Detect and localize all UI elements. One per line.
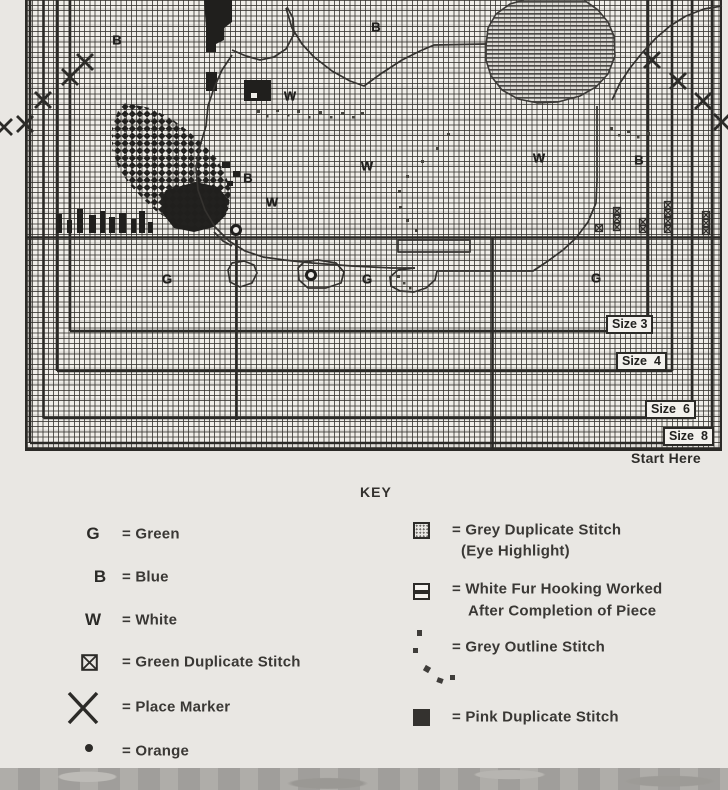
orange-marker-icon — [230, 224, 242, 236]
key-label-grey-duplicate-line2: (Eye Highlight) — [461, 542, 570, 560]
key-label-grey-outline: = Grey Outline Stitch — [452, 638, 605, 656]
key-label-white-fur-line2: After Completion of Piece — [468, 602, 657, 620]
place-marker-icon — [66, 689, 100, 727]
pink-duplicate-stitch-icon — [413, 709, 430, 726]
key-label-pink-duplicate: = Pink Duplicate Stitch — [452, 708, 619, 726]
chart-letter: B — [634, 152, 644, 168]
key-title: KEY — [360, 484, 392, 500]
chart-letter: B — [243, 170, 253, 186]
size-6-label: Size 6 — [645, 400, 696, 419]
green-duplicate-stitch-icon — [81, 654, 98, 671]
key-label-orange: = Orange — [122, 742, 190, 760]
chart-letter: W — [360, 158, 374, 174]
orange-icon — [85, 744, 93, 752]
size-4-label: Size 4 — [616, 352, 667, 371]
start-here-label: Start Here — [631, 450, 701, 466]
chart-letter: W — [265, 194, 279, 210]
chart-letter: G — [161, 271, 173, 287]
size-3-label: Size 3 — [606, 315, 653, 334]
scan-edge-strip — [0, 768, 728, 790]
chart-letter: G — [590, 270, 602, 286]
stitch-grid — [25, 0, 722, 451]
key-label-green: = Green — [122, 525, 180, 543]
chart-letter: W — [532, 150, 546, 166]
key-label-white-fur: = White Fur Hooking Worked — [452, 580, 663, 598]
size-8-label: Size 8 — [663, 427, 714, 446]
key-symbol-white: W — [84, 610, 102, 629]
key-symbol-blue: B — [93, 567, 107, 586]
grey-duplicate-stitch-icon — [413, 522, 430, 539]
white-fur-hooking-icon — [413, 583, 430, 600]
chart-letter: W — [283, 88, 297, 104]
key-label-white: = White — [122, 611, 178, 629]
chart-letter: B — [112, 32, 122, 48]
chart-letter: B — [371, 19, 381, 35]
orange-marker-icon — [305, 269, 317, 281]
chart-letter: G — [361, 271, 373, 287]
key-symbol-green: G — [86, 524, 100, 543]
key-label-green-duplicate: = Green Duplicate Stitch — [122, 653, 301, 671]
grey-outline-stitch-icon — [408, 626, 460, 686]
key-label-place-marker: = Place Marker — [122, 698, 231, 716]
key-label-blue: = Blue — [122, 568, 169, 586]
key-label-grey-duplicate: = Grey Duplicate Stitch — [452, 521, 622, 539]
